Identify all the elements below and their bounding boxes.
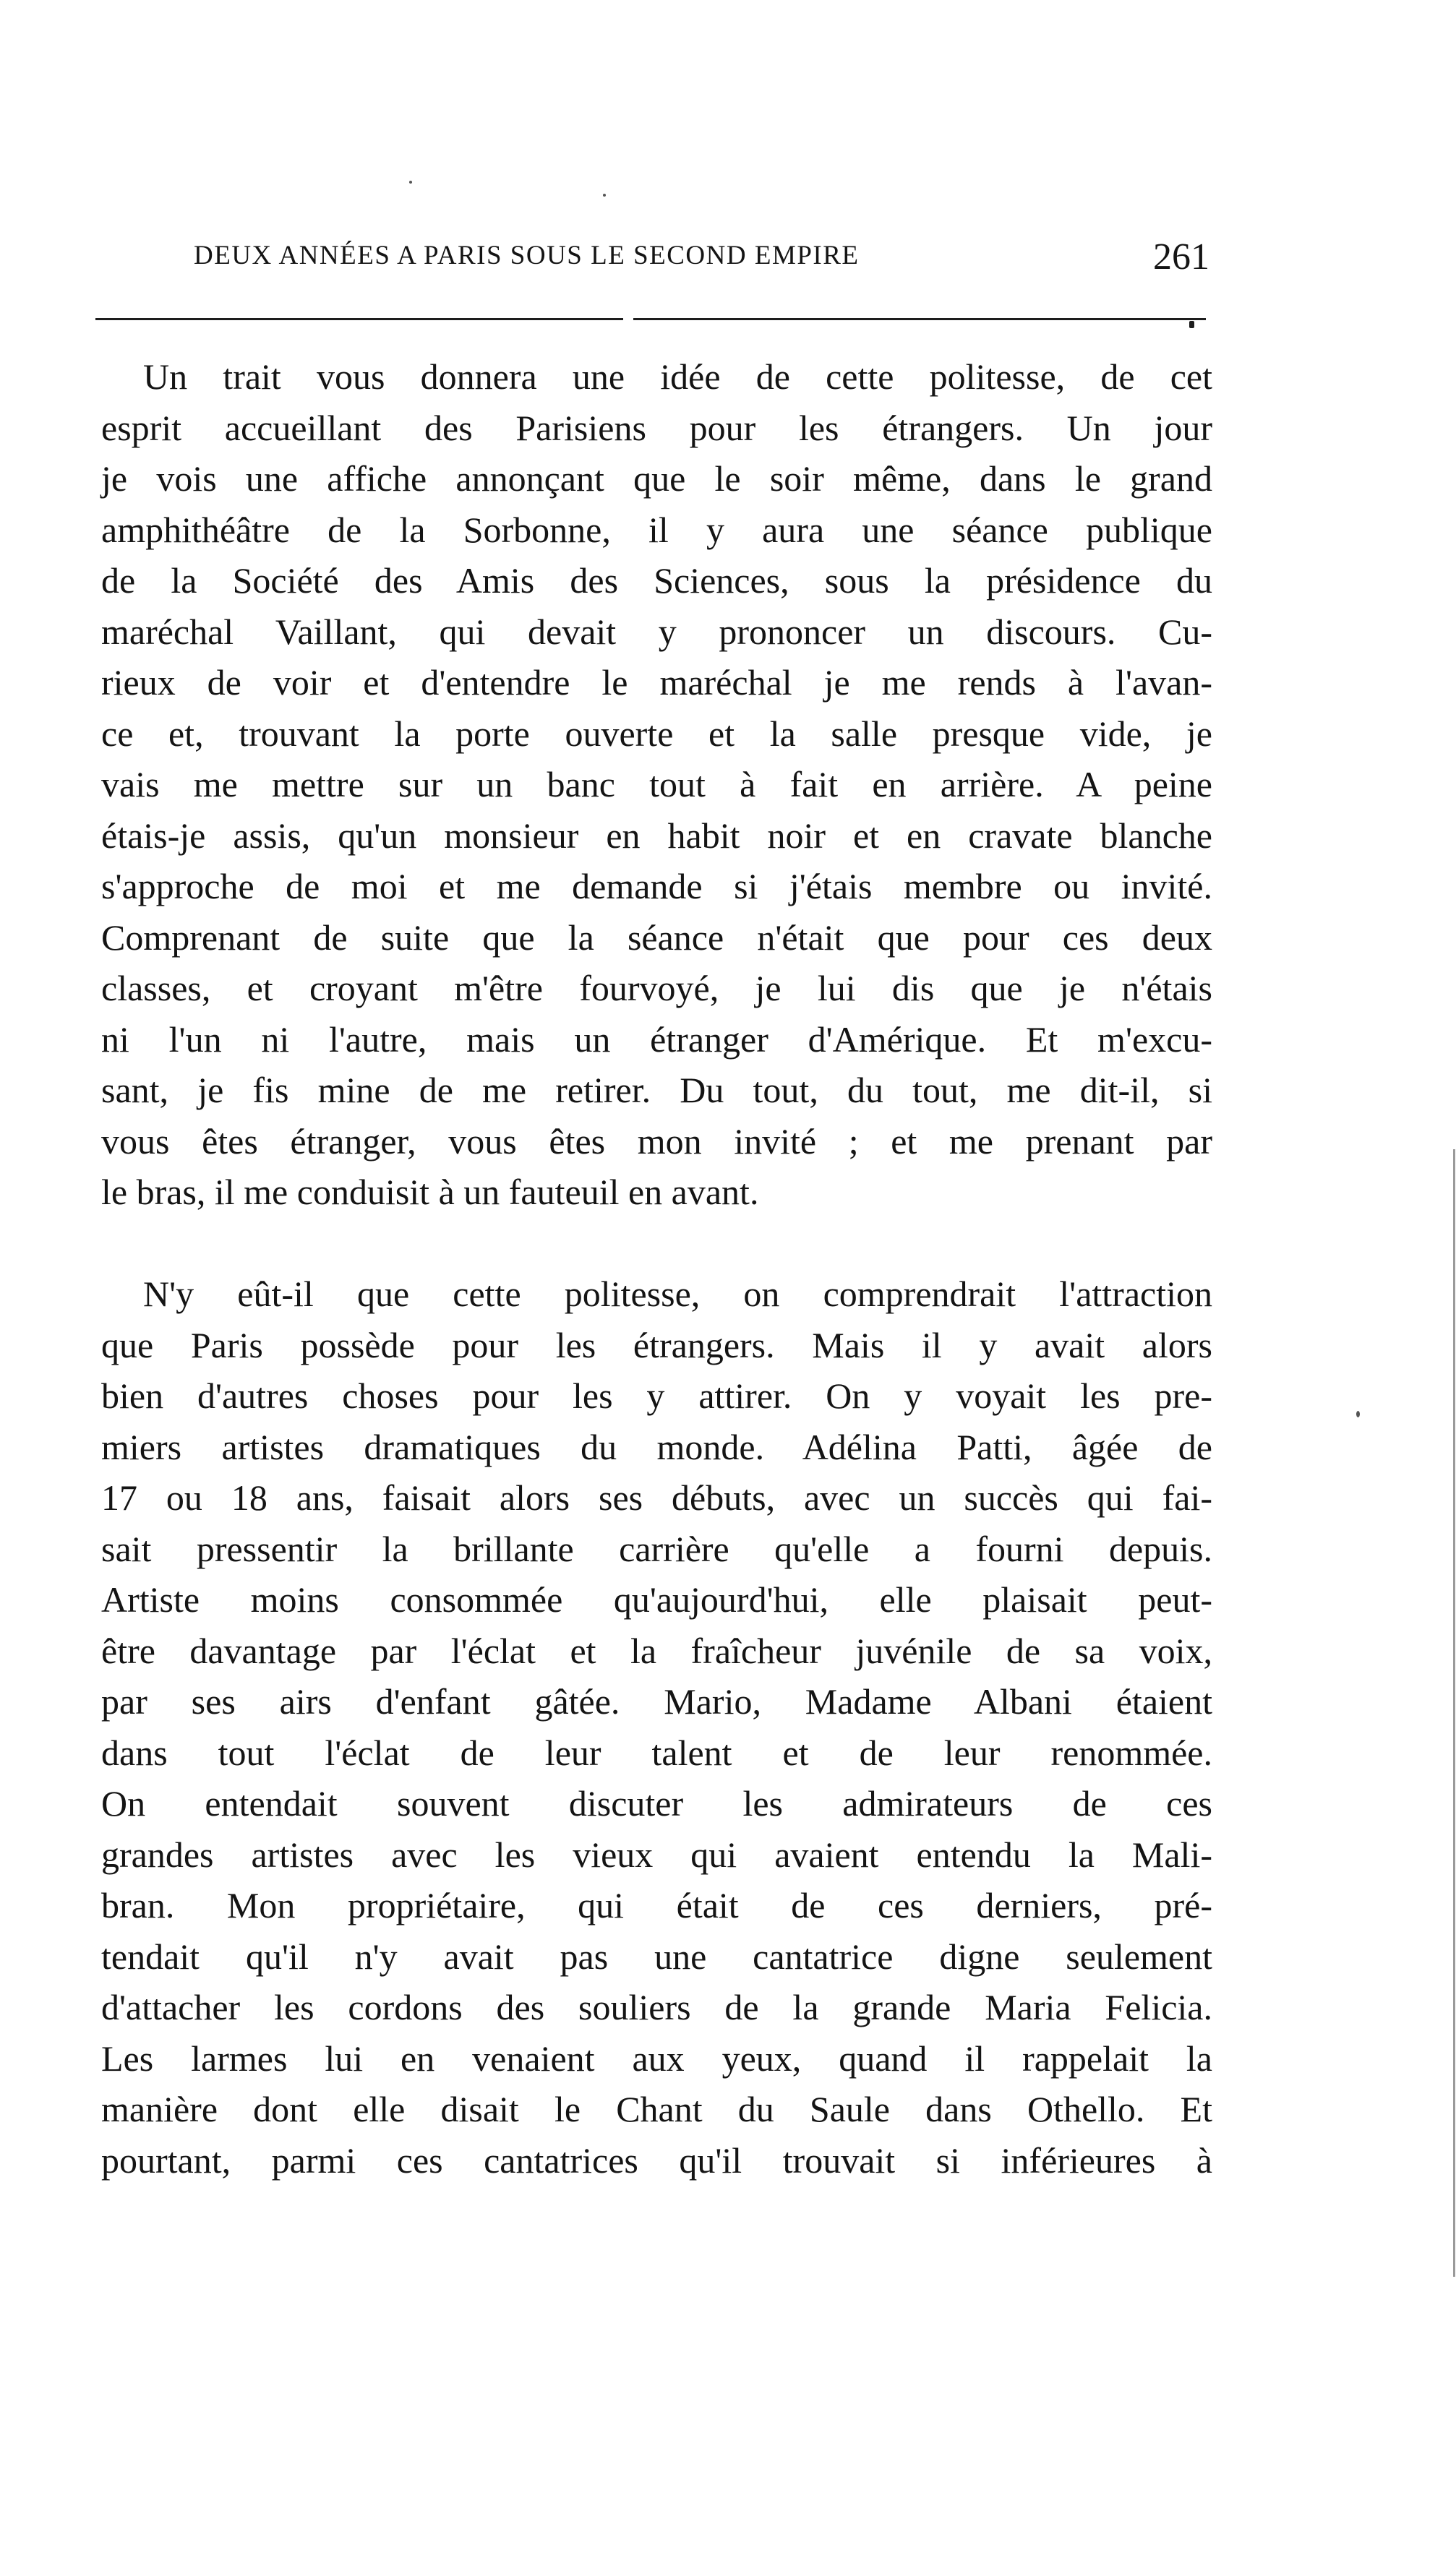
scan-speck [409,181,412,184]
scan-speck [1356,1411,1360,1417]
text-line: bran. Mon propriétaire, qui était de ces derniers, pré- [101,1885,1212,1925]
text-line: que Paris possède pour les étrangers. Mais il y avait alors [101,1324,1212,1365]
text-line: s'approche de moi et me demande si j'étais membre ou invité. [101,866,1212,906]
text-line: bien d'autres choses pour les y attirer. On y voyait les pre- [101,1375,1212,1416]
text-line: dans tout l'éclat de leur talent et de leur renommée. [101,1732,1212,1773]
text-line: tendait qu'il n'y avait pas une cantatrice digne seulement [101,1936,1212,1977]
text-line: être davantage par l'éclat et la fraîcheur juvénile de sa voix, [101,1630,1212,1671]
scan-speck [603,194,606,197]
paragraph-2 [101,1268,1212,2186]
text-line: maréchal Vaillant, qui devait y prononcer un discours. Cu- [101,611,1212,652]
text-line: Artiste moins consommée qu'aujourd'hui, elle plaisait peut- [101,1579,1212,1620]
running-head [194,236,1209,286]
rule-mark [1189,321,1194,328]
text-line: vais me mettre sur un banc tout à fait en arrière. A peine [101,764,1212,804]
text-line: sant, je fis mine de me retirer. Du tout, du tout, me dit-il, si [101,1070,1212,1110]
page-edge [1453,1149,1455,2277]
text-line: N'y eût-il que cette politesse, on comprendrait l'attraction [143,1274,1212,1314]
text-line: le bras, il me conduisit à un fauteuil en avant. [101,1172,759,1212]
text-line: de la Société des Amis des Sciences, sous la présidence du [101,560,1212,601]
page-number: 261 [1153,236,1209,278]
text-line: grandes artistes avec les vieux qui avaient entendu la Mali- [101,1834,1212,1875]
text-line: manière dont elle disait le Chant du Saule dans Othello. Et [101,2089,1212,2129]
text-line: ce et, trouvant la porte ouverte et la salle presque vide, je [101,713,1212,754]
text-line: classes, et croyant m'être fourvoyé, je lui dis que je n'étais [101,968,1212,1008]
text-segment: amphithéâtre de la Sorbonne, il y aura une séance publique [101,509,1212,550]
paragraph-1 [101,351,1212,1218]
text-line: Un trait vous donnera une idée de cette politesse, de cet [143,356,1212,397]
text-line [101,505,1212,556]
text-line: je vois une affiche annonçant que le soir même, dans le grand [101,458,1212,499]
text-line: Comprenant de suite que la séance n'était que pour ces deux [101,916,1212,958]
header-rule-left [95,318,623,320]
text-line: par ses airs d'enfant gâtée. Mario, Madame Albani étaient [101,1681,1212,1722]
text-line: miers artistes dramatiques du monde. Adélina Patti, âgée de [101,1426,1212,1467]
text-line: pourtant, parmi ces cantatrices qu'il trouvait si inférieures à [101,2139,1212,2181]
text-line: d'attacher les cordons des souliers de la grande Maria Felicia. [101,1987,1212,2027]
header-rule-right [633,318,1206,320]
text-line: On entendait souvent discuter les admirateurs de ces [101,1783,1212,1824]
text-line: vous êtes étranger, vous êtes mon invité ; et me prenant par [101,1120,1212,1162]
running-title: DEUX ANNÉES A PARIS SOUS LE SECOND EMPIRE [194,241,860,270]
text-line: ni l'un ni l'autre, mais un étranger d'Amérique. Et m'excu- [101,1018,1212,1060]
text-line: rieux de voir et d'entendre le maréchal je me rends à l'avan- [101,662,1212,703]
text-line: Les larmes lui en venaient aux yeux, quand il rappelait la [101,2038,1212,2079]
text-line: esprit accueillant des Parisiens pour les étrangers. Un jour [101,407,1212,448]
text-line: 17 ou 18 ans, faisait alors ses débuts, avec un succès qui fai- [101,1477,1212,1518]
text-line: étais-je assis, qu'un monsieur en habit noir et en cravate blanche [101,815,1212,856]
text-line: sait pressentir la brillante carrière qu'elle a fourni depuis. [101,1528,1212,1569]
